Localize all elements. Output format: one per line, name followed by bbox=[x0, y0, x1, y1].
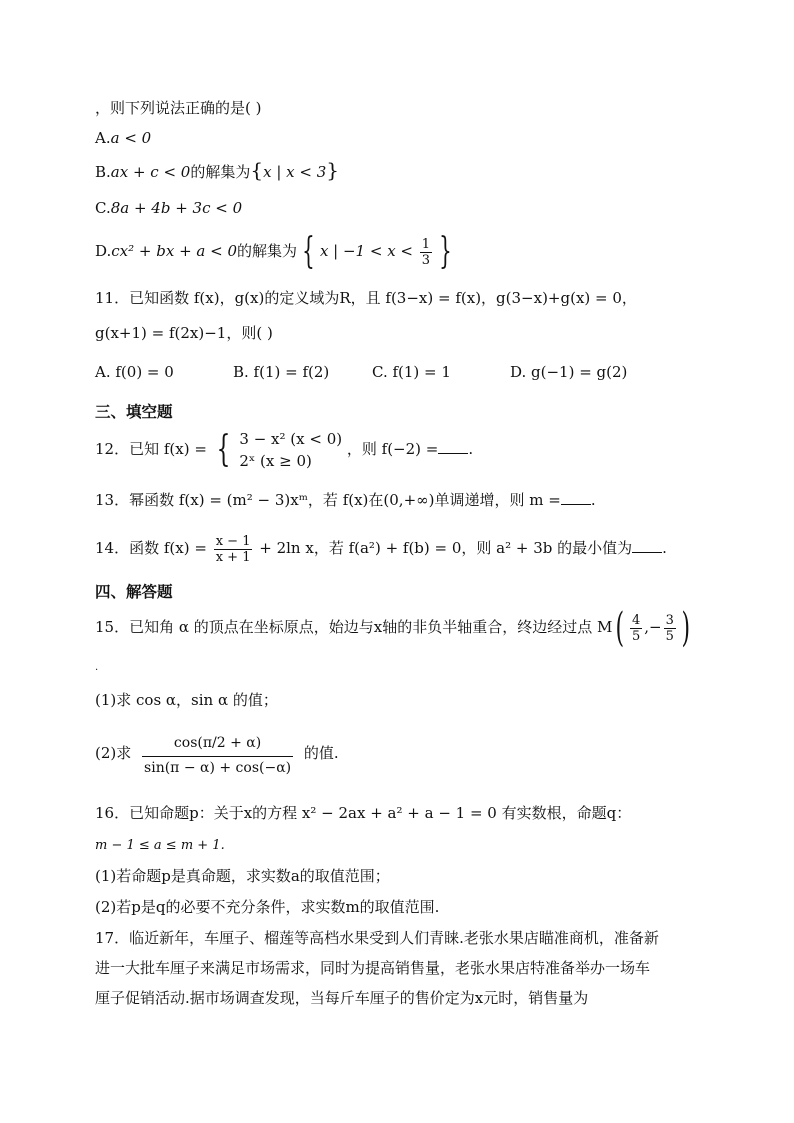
q15-sub2-fraction: $\frac{\cos(\pi/2 + \alpha)}{\sin(\pi - \alpha) + \cos(-\alpha)}$ bbox=[142, 730, 293, 779]
q13: 13．幂函数 f(x) = (m² − 3)xᵐ，若 f(x)在(0,+∞)单调递增，则 m = . bbox=[95, 491, 596, 509]
q17-line2: 进一大批车厘子来满足市场需求，同时为提高销售量，老张水果店特准备举办一场车 bbox=[95, 959, 651, 977]
q11-option-b: B. f(1) = f(2) bbox=[233, 363, 330, 381]
q10-option-a: A.a < 0 bbox=[95, 129, 152, 147]
q16-line1: 16．已知命题p：关于x的方程 x² − 2ax + a² + a − 1 = 0 有实数根，命题q： bbox=[95, 804, 632, 822]
q14: 14．函数 f(x) = $\frac{x - 1}{x + 1}$ + 2ln x，若 f(a²) + f(b) = 0，则 a² + 3b 的最小值为 . bbox=[95, 533, 667, 565]
section-answer: 四、解答题 bbox=[95, 582, 173, 601]
q15-sub1: (1)求 cos α，sin α 的值； bbox=[95, 691, 278, 709]
q16-line2: m − 1 ≤ a ≤ m + 1. bbox=[95, 838, 225, 853]
d-fraction: $\frac{1}{3}$ bbox=[421, 236, 431, 268]
q11-option-c: C. f(1) = 1 bbox=[372, 363, 451, 381]
q10-option-b: B.ax + c < 0的解集为{x | x < 3} bbox=[95, 158, 340, 182]
q15-sub2: (2)求 $\frac{\cos(\pi/2 + \alpha)}{\sin(\pi - \alpha) + \cos(-\alpha)}$ 的值. bbox=[95, 725, 339, 781]
q11-option-a: A. f(0) = 0 bbox=[95, 363, 174, 381]
q16-sub1: (1)若命题p是真命题，求实数a的取值范围； bbox=[95, 867, 390, 885]
q15: 15．已知角 α 的顶点在坐标原点，始边与x轴的非负半轴重合，终边经过点 M( $\frac{4}{5}$ ,− $\frac{3}{5}$ ) bbox=[95, 605, 690, 651]
q12: 12．已知 f(x) = { 3 − x² (x < 0) 2ˣ (x ≥ 0) ，则 f(−2) = . bbox=[95, 429, 474, 470]
section-fill-in: 三、填空题 bbox=[95, 402, 173, 421]
q11-line1: 11．已知函数 f(x)，g(x)的定义域为R，且 f(3−x) = f(x)，g(3−x)+g(x) = 0， bbox=[95, 289, 637, 307]
q10-option-d: D.cx² + bx + a < 0的解集为 { x | −1 < x < $\frac{1}{3}$ } bbox=[95, 231, 452, 272]
q11-line2: g(x+1) = f(2x)−1，则( ) bbox=[95, 324, 273, 342]
q11-option-d: D. g(−1) = g(2) bbox=[510, 363, 628, 381]
q17-line1: 17．临近新年，车厘子、榴莲等高档水果受到人们青睐.老张水果店瞄准商机，准备新 bbox=[95, 929, 659, 947]
q14-fraction: $\frac{x - 1}{x + 1}$ bbox=[215, 533, 251, 565]
q10-option-c: C.8a + 4b + 3c < 0 bbox=[95, 199, 243, 217]
q14-answer-blank bbox=[632, 538, 662, 553]
q12-answer-blank bbox=[438, 439, 468, 454]
q10-tail: ，则下列说法正确的是( ) bbox=[95, 99, 262, 117]
q15-dot: . bbox=[95, 662, 99, 673]
q17-line3: 厘子促销活动.据市场调查发现，当每斤车厘子的售价定为x元时，销售量为 bbox=[95, 989, 589, 1007]
q13-answer-blank bbox=[561, 490, 591, 505]
q16-sub2: (2)若p是q的必要不充分条件，求实数m的取值范围. bbox=[95, 898, 440, 916]
